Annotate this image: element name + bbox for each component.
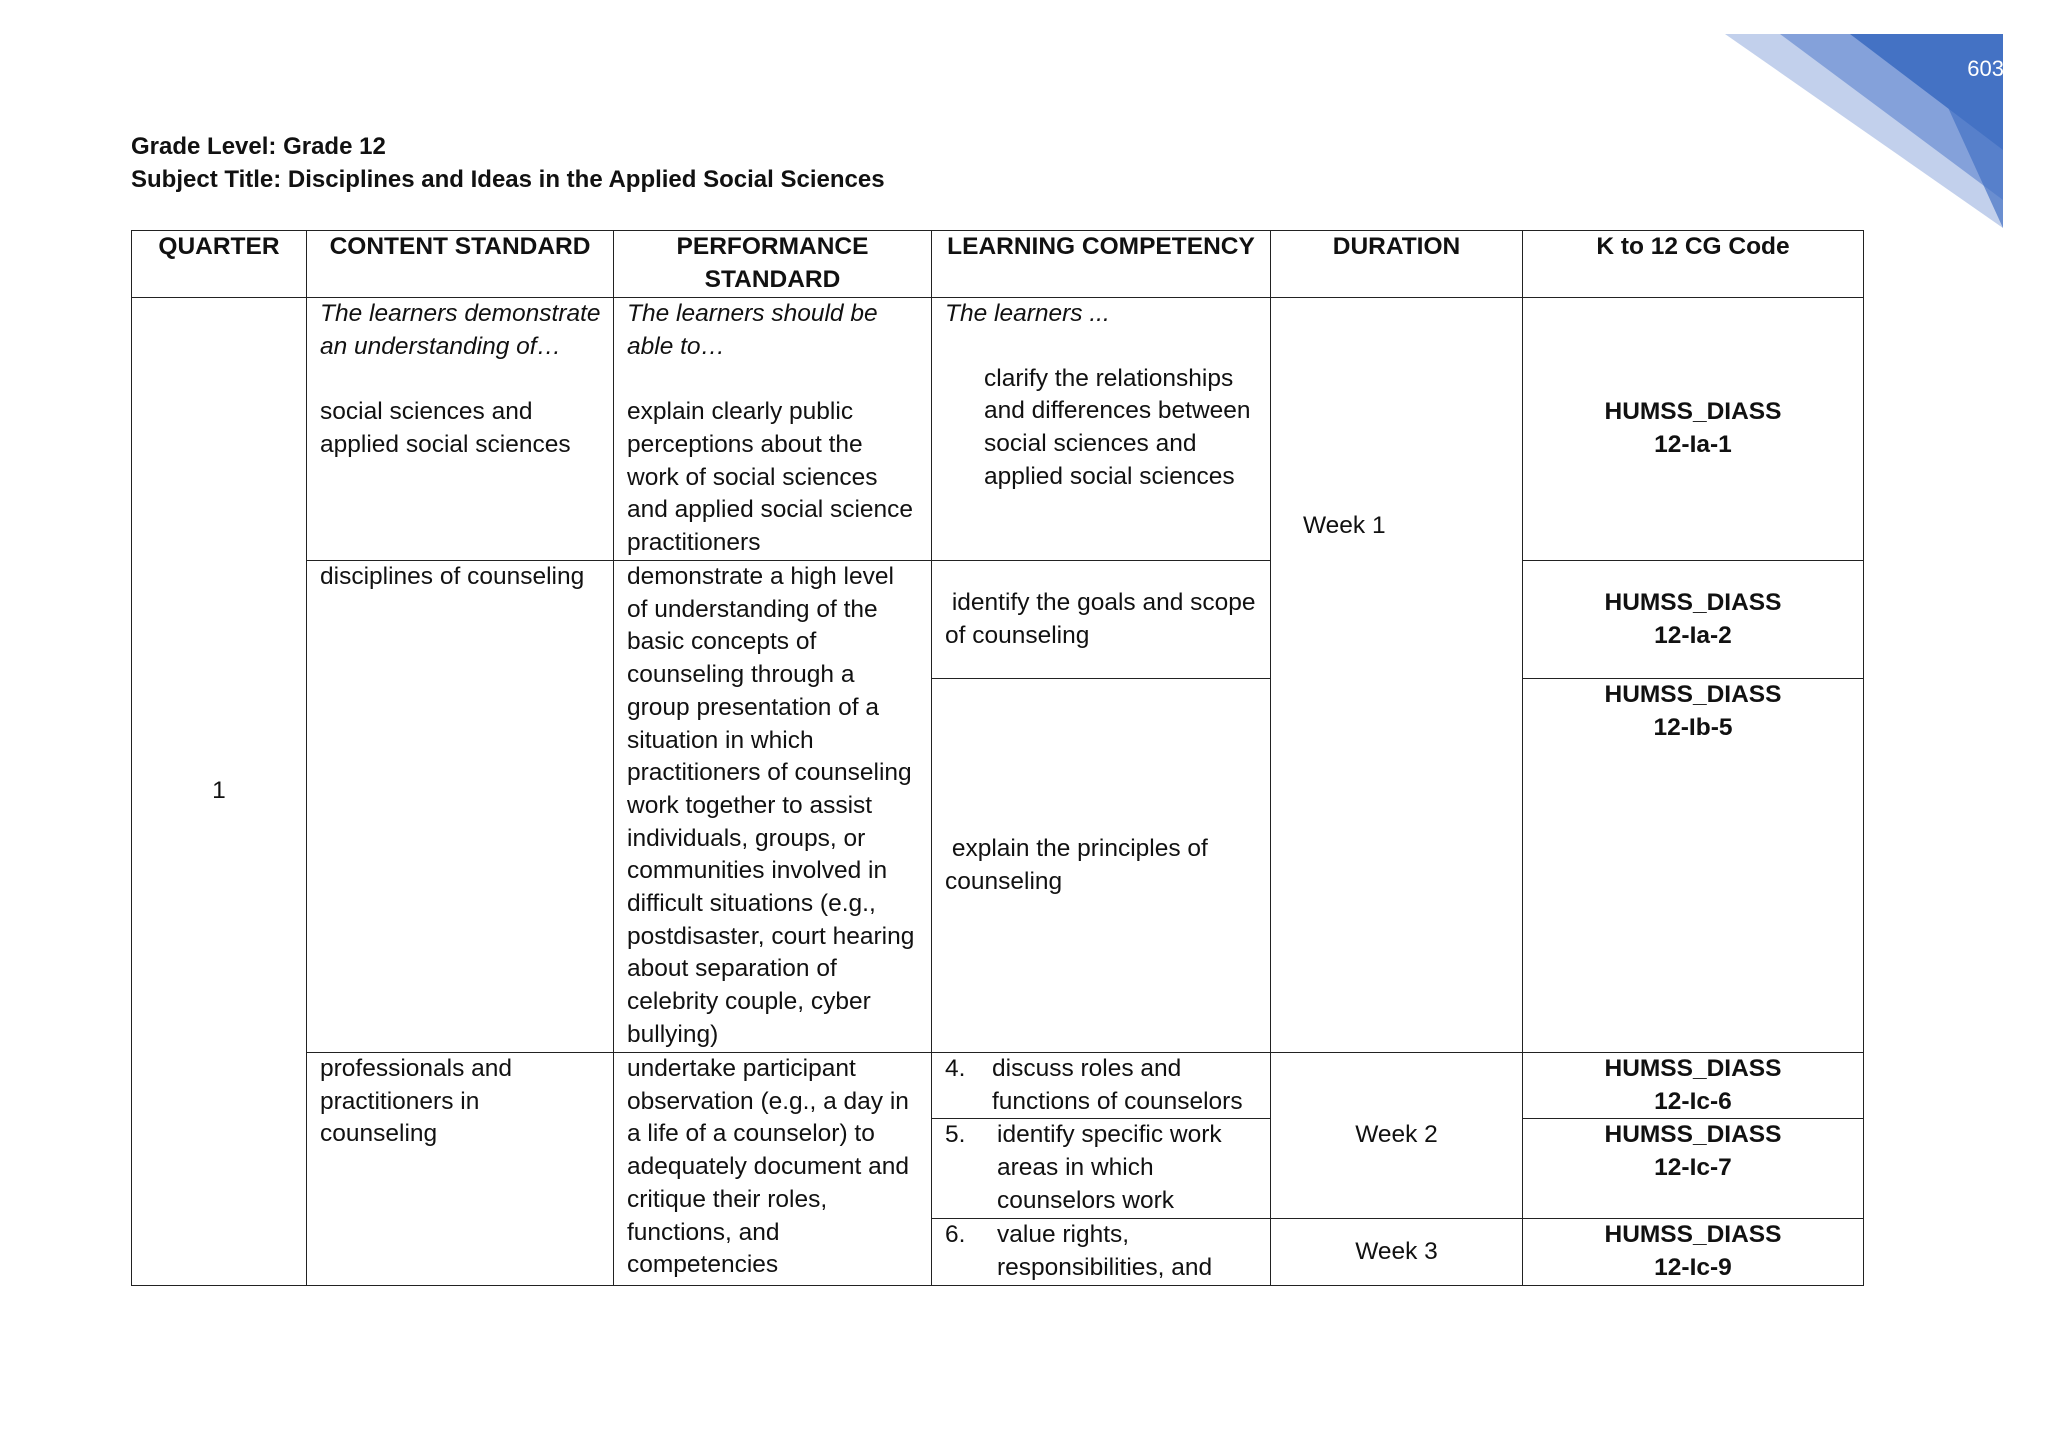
quarter-header: QUARTER — [132, 231, 307, 298]
header-row — [132, 231, 1864, 298]
cg-code-header: K to 12 CG Code — [1523, 231, 1864, 298]
quarter-cell: 1 — [132, 298, 307, 1286]
performance-standard-text: explain clearly public perceptions about the work of social sciences and applied social science practitioners — [627, 398, 914, 556]
learning-competency-header: LEARNING COMPETENCY — [932, 231, 1271, 298]
content-standard-header: CONTENT STANDARD — [307, 231, 614, 298]
content-intro: The learners demonstrate an understanding of… — [320, 300, 601, 360]
competency-text: clarify the relationships and differences between social sciences and applied social sciences — [984, 364, 1251, 490]
performance-standard-cell — [614, 298, 932, 561]
grade-level: Grade Level: Grade 12 — [131, 133, 386, 160]
learning-competency-cell: explain the principles of counseling — [932, 679, 1271, 1053]
curriculum-guide-table — [131, 230, 1864, 1286]
performance-intro: The learners should be able to… — [627, 300, 878, 360]
duration-cell: Week 2 — [1271, 1053, 1523, 1219]
list-item: 5. identify specific work areas in which counselors work — [945, 1121, 1222, 1214]
duration-header: DURATION — [1271, 231, 1523, 298]
table-row — [132, 1053, 1864, 1119]
duration-cell: Week 3 — [1271, 1219, 1523, 1285]
table-row — [132, 298, 1864, 561]
learning-competency-cell: identify the goals and scope of counseling — [932, 561, 1271, 679]
performance-standard-cell: demonstrate a high level of understanding of the basic concepts of counseling through a group presentation of a situation in which practitioners of counseling work together to assist individuals, groups, or communities involved in difficult situations (e.g., postdisaster, court hearing about separation of celebrity couple, cyber bullying) — [614, 561, 932, 1053]
table-row — [132, 561, 1864, 679]
document-header — [131, 130, 885, 196]
cg-code-cell: HUMSS_DIASS 12-Ic-7 — [1523, 1119, 1864, 1219]
list-item: 4. discuss roles and functions of counselors — [945, 1055, 1243, 1115]
learning-competency-cell — [932, 298, 1271, 561]
learning-competency-cell — [932, 1219, 1271, 1285]
cg-code-cell: HUMSS_DIASS 12-Ic-9 — [1523, 1219, 1864, 1285]
page-number: 603 — [1967, 56, 2004, 81]
content-standard-cell — [307, 298, 614, 561]
learning-competency-cell — [932, 1053, 1271, 1119]
cg-code-cell: HUMSS_DIASS 12-Ic-6 — [1523, 1053, 1864, 1119]
competency-intro: The learners ... — [945, 300, 1110, 327]
cg-code-cell: HUMSS_DIASS 12-Ib-5 — [1523, 679, 1864, 1053]
performance-standard-cell: undertake participant observation (e.g., a day in a life of a counselor) to adequately document and critique their roles, functions, and competencies — [614, 1053, 932, 1286]
content-standard-cell: professionals and practitioners in counseling — [307, 1053, 614, 1286]
list-item: 6. value rights, responsibilities, and — [945, 1221, 1213, 1282]
cg-code-cell: HUMSS_DIASS 12-Ia-1 — [1523, 298, 1864, 561]
performance-standard-header: PERFORMANCE STANDARD — [614, 231, 932, 298]
learning-competency-cell — [932, 1119, 1271, 1219]
duration-cell: Week 1 — [1271, 298, 1523, 1053]
subject-title: Subject Title: Disciplines and Ideas in the Applied Social Sciences — [131, 166, 885, 193]
content-standard-cell: disciplines of counseling — [307, 561, 614, 1053]
content-standard-text: social sciences and applied social sciences — [320, 398, 571, 458]
cg-code-cell: HUMSS_DIASS 12-Ia-2 — [1523, 561, 1864, 679]
